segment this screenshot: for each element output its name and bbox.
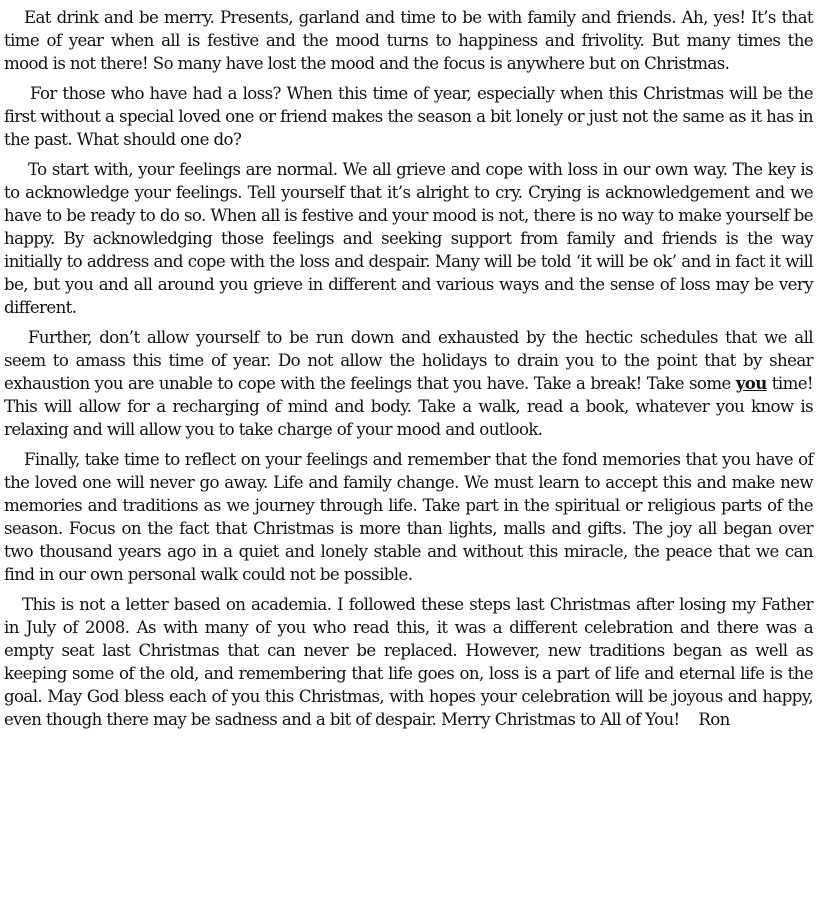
paragraph-closing-text: This is not a letter based on academia. I followed these steps last Christmas after losing my Father in July of 2008. As with many of you who read this, it was a different celebration and there was a empty seat last Christmas that can never be replaced. However, new traditions began as well as keeping some of the old, and remembering that life goes on, loss is a part of life and eternal life is the goal. May God bless each of you this Christmas, with hopes your celebration will be joyous and happy, even though there may be sadness and a bit of despair. Merry Christmas to All of You! [4,595,813,729]
paragraph-loss: For those who have had a loss? When this time of year, especially when this Christmas will be the first without a special loved one or friend makes the season a bit lonely or just not the same as it has in the past. What should one do? [4,84,813,149]
paragraph-rest [4,326,813,441]
paragraph-intro: Eat drink and be merry. Presents, garland and time to be with family and friends. Ah, yes! It’s that time of year when all is festive and the mood turns to happiness and frivolity. But many times the mood is not there! So many have lost the mood and the focus is anywhere but on Christmas. [4,8,813,73]
paragraph-closing [4,593,813,731]
paragraph-feelings: To start with, your feelings are normal. We all grieve and cope with loss in our own way. The key is to acknowledge your feelings. Tell yourself that it’s alright to cry. Crying is acknowledgement and we have to be ready to do so. When all is festive and your mood is not, there is no way to make yourself be happy. By acknowledging those feelings and seeking support from family and friends is the way initially to address and cope with the loss and despair. Many will be told ‘it will be ok’ and in fact it will be, but you and all around you grieve in different and various ways and the sense of loss may be very different. [4,160,813,317]
paragraph-reflect: Finally, take time to reflect on your feelings and remember that the fond memories that you have of the loved one will never go away. Life and family change. We must learn to accept this and make new memories and traditions as we journey through life. Take part in the spiritual or religious parts of the season. Focus on the fact that Christmas is more than lights, malls and gifts. The joy all began over two thousand years ago in a quiet and lonely stable and without this miracle, the peace that we can find in our own personal walk could not be possible. [4,450,813,584]
letter-document [4,6,813,738]
paragraph-rest-after: time! This will allow for a recharging of mind and body. Take a walk, read a book, whatever you know is relaxing and will allow you to take charge of your mood and outlook. [4,374,813,439]
signature: Ron [698,710,730,729]
paragraph-rest-before: Further, don’t allow yourself to be run down and exhausted by the hectic schedules that we all seem to amass this time of year. Do not allow the holidays to drain you to the point that by shear exhaustion you are unable to cope with the feelings that you have. Take a break! Take some [4,328,813,393]
emphasis-you: you [735,373,767,393]
